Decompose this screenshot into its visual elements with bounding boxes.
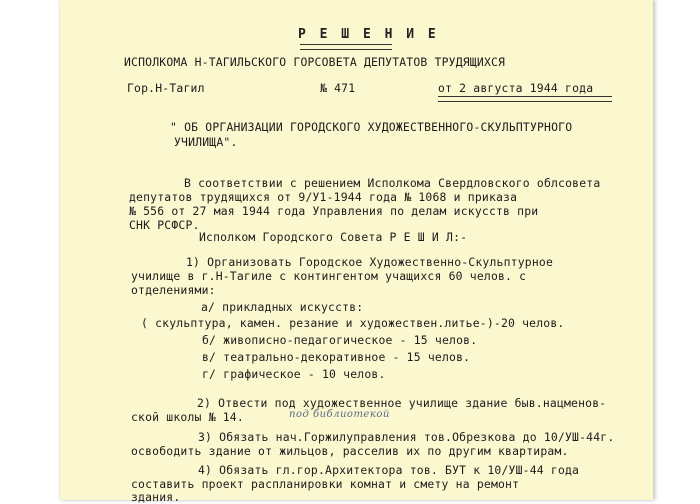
item1-line-3: отделениями: xyxy=(131,283,216,297)
preamble-line-3: № 556 от 27 мая 1944 года Управления по делам искусств при xyxy=(129,204,539,218)
dept-a: а/ прикладных искусств: xyxy=(201,300,364,314)
item1-line-1: 1) Организовать Городское Художественно-Скульптурное xyxy=(186,255,554,269)
preamble-line-4: СНК РСФСР. xyxy=(129,218,200,232)
item2-line-1: 2) Отвести под художественное училище здание быв.нацменов- xyxy=(197,396,607,410)
date-underline xyxy=(438,96,612,102)
decision-number: № 471 xyxy=(320,81,356,95)
document-header: ИСПОЛКОМА Н-ТАГИЛЬСКОГО ГОРСОВЕТА ДЕПУТАТОВ ТРУДЯЩИХСЯ xyxy=(124,55,506,69)
item4-line-3: здания. xyxy=(131,490,181,504)
decision-date: от 2 августа 1944 года xyxy=(438,81,594,95)
dept-a-detail: ( скульптура, камен. резание и художествен.литье-)-20 челов. xyxy=(141,316,565,330)
subject-line-2: УЧИЛИЩА". xyxy=(174,135,238,149)
item1-line-2: училище в г.Н-Тагиле с контингентом учащихся 60 челов. с xyxy=(131,269,527,283)
document-page xyxy=(60,0,653,500)
title-underline xyxy=(300,44,392,50)
preamble-line-1: В соответствии с решением Исполкома Свердловского облсовета xyxy=(184,176,601,190)
item4-line-2: составить проект распланировки комнат и смету на ремонт xyxy=(131,477,520,491)
subject-line-1: " ОБ ОРГАНИЗАЦИИ ГОРОДСКОГО ХУДОЖЕСТВЕННОГО-СКУЛЬПТУРНОГО xyxy=(170,120,573,134)
item3-line-2: освободить здание от жильцов, расселив их по другим квартирам. xyxy=(131,444,569,458)
resolved-heading: Исполком Городского Совета Р Е Ш И Л:- xyxy=(199,230,468,244)
document-title: Р Е Ш Е Н И Е xyxy=(298,27,439,42)
item2-line-2: ской школы № 14. xyxy=(131,410,244,424)
dept-g: г/ графическое - 10 челов. xyxy=(202,367,386,381)
dept-v: в/ театрально-декоративное - 15 челов. xyxy=(202,350,471,364)
preamble-line-2: депутатов трудящихся от 9/У1-1944 года № 1068 и приказа xyxy=(129,190,518,204)
dept-b: б/ живописно-педагогическое - 15 челов. xyxy=(202,333,478,347)
item4-line-1: 4) Обязать гл.гор.Архитектора тов. БУТ к 10/УШ-44 года xyxy=(198,463,580,477)
city-label: Гор.Н-Тагил xyxy=(127,81,205,95)
item3-line-1: 3) Обязать нач.Горжилуправления тов.Обрезкова до 10/УШ-44г. xyxy=(198,430,615,444)
handwritten-note: под библиотекой xyxy=(289,409,390,420)
